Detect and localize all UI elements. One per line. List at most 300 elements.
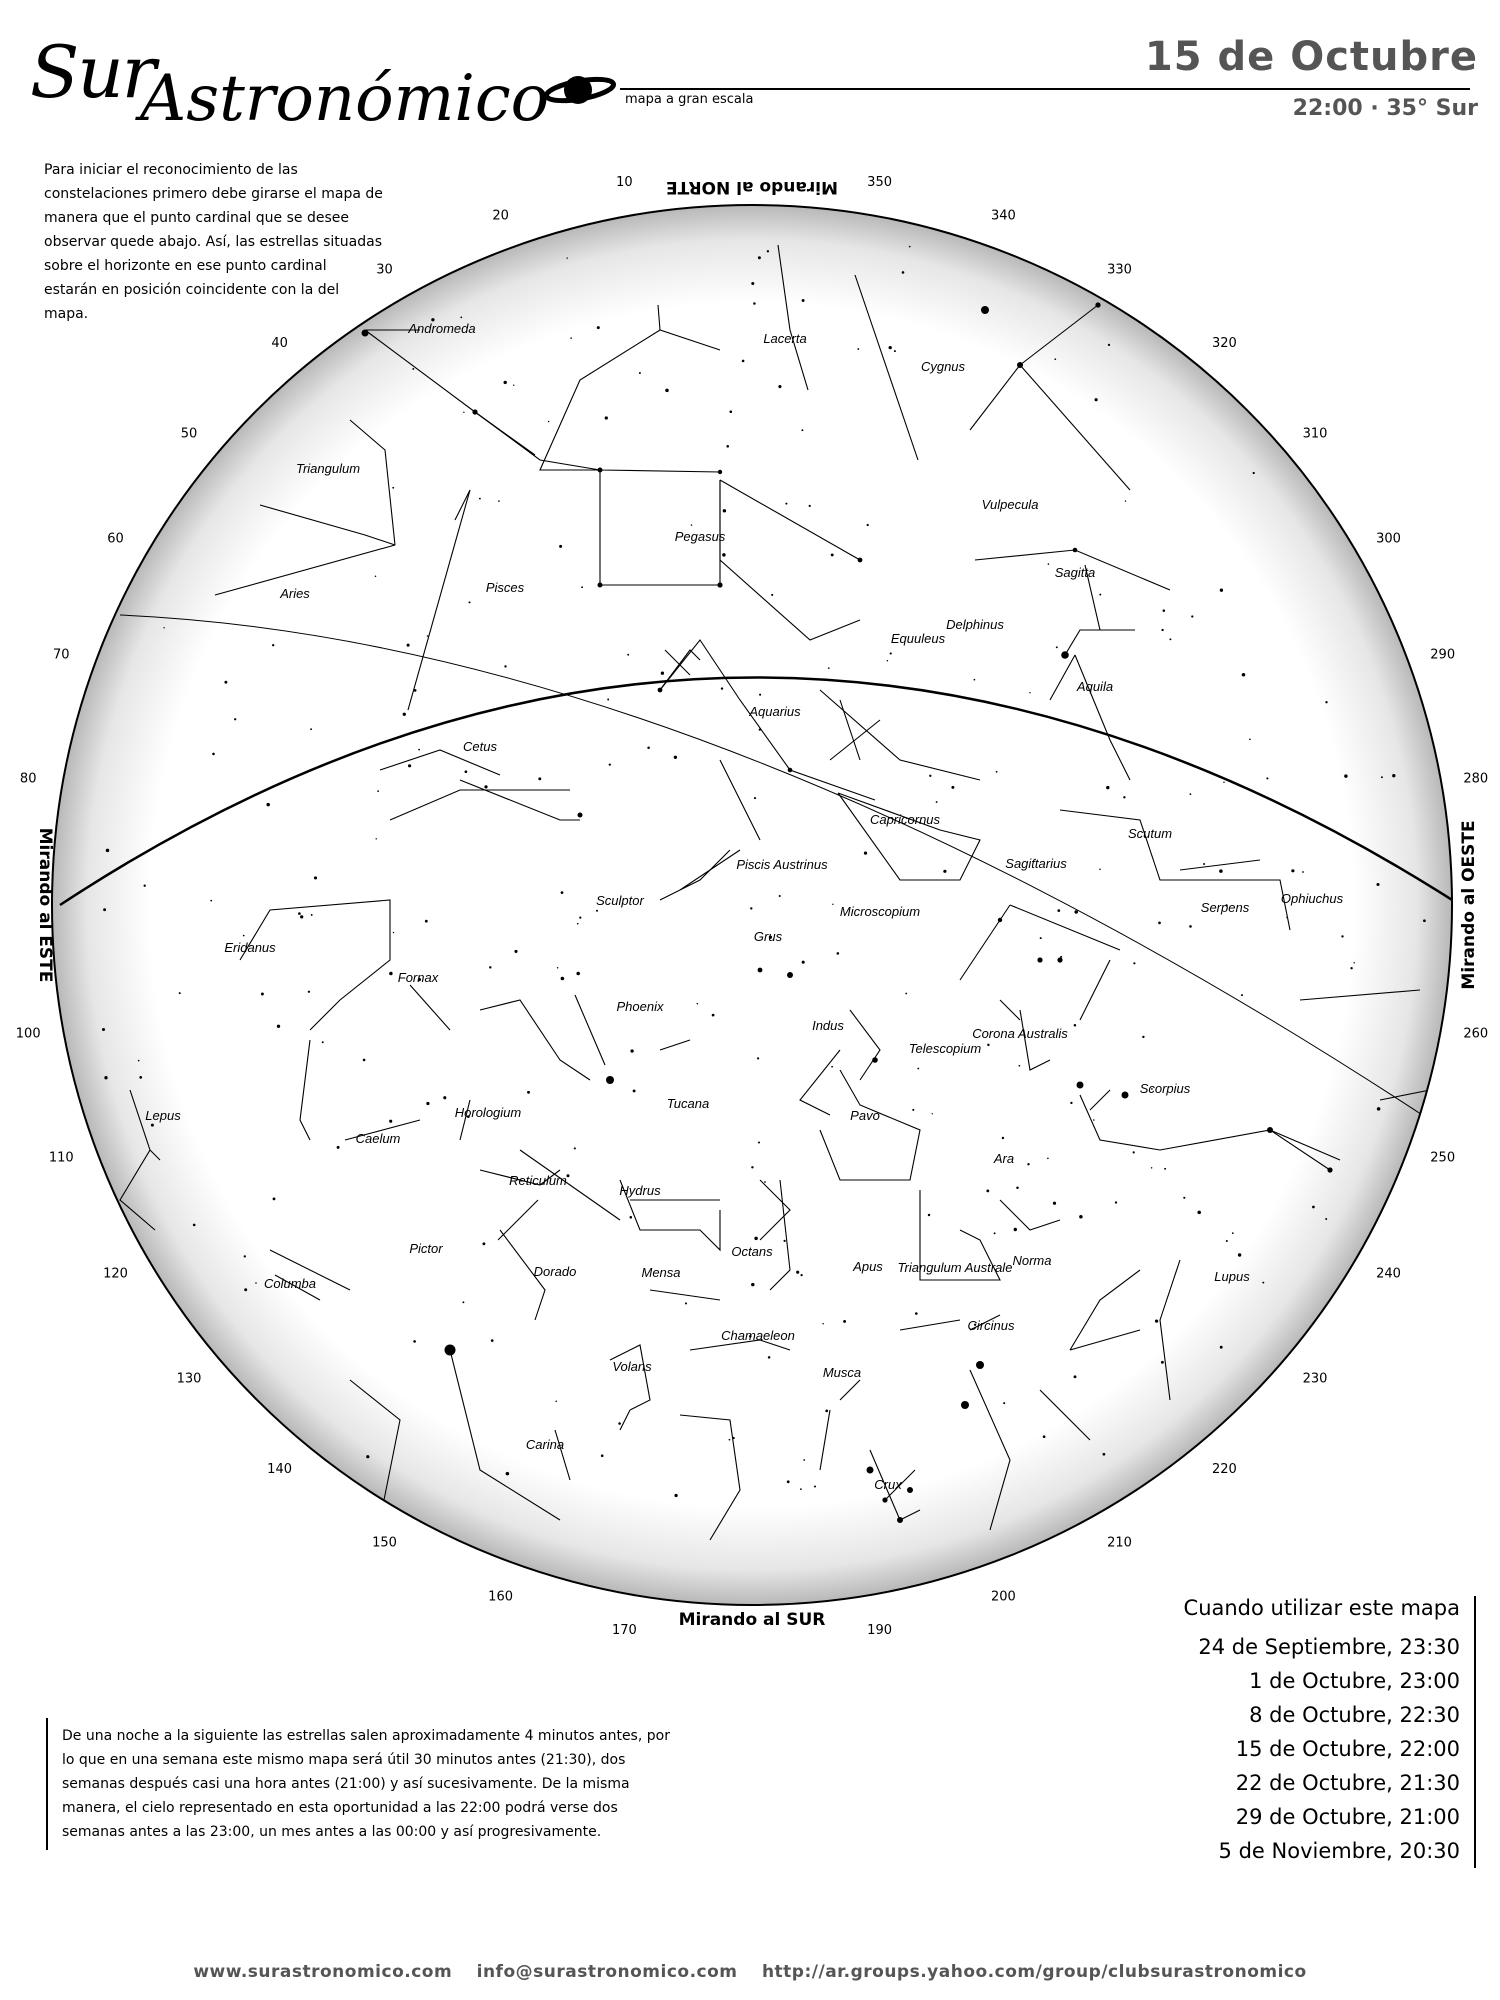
star (1095, 302, 1100, 307)
constellation-label: Indus (812, 1018, 844, 1033)
star (212, 753, 215, 756)
star (375, 575, 377, 577)
star (377, 790, 379, 792)
star (751, 1283, 754, 1286)
star (961, 1401, 969, 1409)
star (1053, 1202, 1056, 1205)
footer-group-link[interactable]: http://ar.groups.yahoo.com/group/clubsurastronomico (761, 1962, 1307, 1982)
star (1099, 594, 1101, 596)
star (1019, 1065, 1021, 1067)
star (234, 718, 236, 720)
star (1220, 1346, 1223, 1349)
star (843, 1320, 846, 1323)
star (266, 803, 269, 806)
star (277, 1025, 280, 1028)
azimuth-label: 290 (1430, 647, 1456, 663)
star (909, 246, 911, 248)
star (314, 876, 317, 879)
constellation-label: Sagittarius (1005, 856, 1067, 871)
star (630, 1216, 633, 1219)
constellation-label: Sculptor (596, 893, 644, 908)
star (472, 409, 477, 414)
star (337, 1146, 340, 1149)
star (864, 851, 867, 854)
star (311, 914, 313, 916)
star (831, 1066, 833, 1068)
star (912, 1109, 914, 1111)
usage-date: 5 de Noviembre, 20:30 (1218, 1839, 1460, 1863)
star (577, 923, 579, 925)
star (1241, 994, 1243, 996)
star (915, 1312, 918, 1315)
azimuth-label: 220 (1211, 1462, 1237, 1477)
star (837, 952, 840, 955)
star (800, 1488, 802, 1490)
star (606, 1076, 614, 1084)
star (393, 932, 395, 934)
star (489, 966, 491, 968)
star (1103, 1453, 1106, 1456)
star (601, 1454, 604, 1457)
star (1249, 738, 1251, 740)
star (768, 1356, 771, 1359)
star (426, 1102, 429, 1105)
star (814, 1485, 816, 1487)
star (787, 1480, 790, 1483)
star (1016, 1187, 1019, 1190)
star (1381, 776, 1383, 778)
star (298, 912, 301, 915)
star (917, 1068, 919, 1070)
star (778, 385, 781, 388)
star (1341, 935, 1343, 937)
azimuth-label: 330 (1107, 262, 1132, 278)
star (767, 250, 769, 252)
star (951, 786, 954, 789)
star (753, 302, 756, 305)
azimuth-label: 350 (867, 175, 893, 191)
star (757, 1057, 759, 1059)
azimuth-label: 170 (611, 1622, 637, 1638)
star (936, 801, 938, 803)
star (889, 346, 892, 349)
star (712, 1014, 715, 1017)
star (1190, 793, 1192, 795)
star (463, 412, 464, 413)
star (1093, 1119, 1095, 1121)
constellation-label: Musca (822, 1365, 862, 1380)
star (894, 350, 896, 352)
star (414, 689, 417, 692)
star (407, 644, 410, 647)
constellation-label: Pegasus (674, 529, 726, 544)
azimuth-label: 190 (867, 1622, 893, 1638)
star (1223, 781, 1224, 782)
star (633, 1089, 636, 1092)
azimuth-label: 250 (1430, 1150, 1456, 1166)
star (1151, 1167, 1152, 1168)
constellation-label: Lacerta (763, 331, 807, 346)
star (857, 348, 859, 350)
constellation-label: Triangulum (295, 461, 361, 476)
star (1183, 1197, 1185, 1199)
star (244, 1255, 246, 1257)
star (1169, 638, 1171, 640)
star (1048, 563, 1050, 565)
star (506, 1472, 510, 1476)
star (1106, 786, 1109, 789)
star (103, 908, 106, 911)
constellation-label: Cetus (463, 739, 497, 754)
star (1219, 869, 1223, 873)
direction-west: Mirando al OESTE (1459, 820, 1479, 990)
star (928, 1214, 930, 1216)
star (1226, 1240, 1228, 1242)
constellation-label: Vulpecula (981, 497, 1039, 512)
star (1003, 1402, 1005, 1404)
usage-date: 8 de Octubre, 22:30 (1249, 1703, 1460, 1727)
star (759, 694, 761, 696)
star (538, 777, 541, 780)
star (779, 895, 781, 897)
star (408, 764, 411, 767)
star (561, 891, 564, 894)
star (1238, 1253, 1241, 1256)
star (375, 838, 376, 839)
star (627, 654, 629, 656)
star (867, 1467, 874, 1474)
star (750, 907, 752, 909)
star (730, 410, 733, 413)
time-latitude: 22:00 · 35° Sur (1292, 96, 1478, 121)
star (754, 797, 756, 799)
star (721, 687, 723, 689)
constellation-label: Carina (525, 1437, 565, 1452)
star (758, 256, 761, 259)
star (491, 1339, 494, 1342)
star (1286, 917, 1288, 919)
star (685, 1302, 687, 1304)
star (1057, 957, 1062, 962)
star (139, 1076, 142, 1079)
star (1262, 1282, 1264, 1284)
star (691, 524, 692, 525)
star (674, 756, 677, 759)
star (974, 679, 976, 681)
constellation-label: Pavo (850, 1108, 880, 1123)
star (261, 993, 264, 996)
constellation-label: Volans (612, 1359, 652, 1374)
star (443, 1096, 446, 1099)
star (832, 904, 833, 905)
azimuth-label: 210 (1107, 1535, 1132, 1551)
star (418, 749, 420, 751)
star (163, 627, 164, 628)
star (1344, 774, 1347, 777)
star (151, 1124, 154, 1127)
star (1054, 358, 1056, 360)
star (905, 993, 907, 995)
star (106, 849, 110, 853)
constellation-label: Horologium (454, 1105, 522, 1120)
star (771, 594, 773, 596)
star (1070, 1102, 1072, 1104)
star (310, 728, 312, 730)
constellation-label: Tucana (666, 1096, 710, 1111)
star (785, 503, 787, 505)
star (764, 1181, 766, 1183)
constellation-label: Aries (280, 586, 310, 601)
star (597, 326, 600, 329)
star (1203, 863, 1205, 865)
star (389, 972, 393, 976)
constellation-label: Grus (753, 929, 783, 944)
star (802, 299, 805, 302)
star (403, 713, 406, 716)
azimuth-label: 320 (1211, 336, 1237, 351)
star (658, 688, 663, 693)
star (943, 870, 946, 873)
star (1057, 909, 1060, 912)
star (557, 967, 559, 969)
star (1077, 1082, 1084, 1089)
azimuth-label: 300 (1376, 531, 1401, 547)
star (751, 282, 754, 285)
star (1376, 883, 1379, 886)
star (1133, 1151, 1135, 1153)
azimuth-label: 280 (1463, 771, 1489, 787)
star (987, 1044, 989, 1046)
azimuth-label: 260 (1463, 1026, 1489, 1042)
star (1047, 1157, 1049, 1159)
star (243, 935, 245, 937)
star (726, 445, 729, 448)
star (1189, 925, 1192, 928)
star (389, 1120, 392, 1123)
star (1377, 1107, 1381, 1111)
usage-title: Cuando utilizar este mapa (1183, 1596, 1460, 1620)
constellation-label: Norma (1012, 1253, 1052, 1268)
azimuth-label: 30 (376, 262, 393, 278)
star (661, 672, 664, 675)
azimuth-label: 130 (176, 1371, 202, 1387)
constellation-label: Telescopium (908, 1041, 982, 1056)
logo-sur: Sur (30, 30, 155, 114)
star (1161, 1361, 1164, 1364)
star (1002, 1137, 1004, 1139)
azimuth-label: 20 (492, 208, 509, 224)
star (788, 768, 793, 773)
star (897, 1517, 903, 1523)
star (902, 271, 905, 274)
star (759, 728, 761, 730)
usage-date: 15 de Octubre, 22:00 (1235, 1737, 1460, 1761)
star (1266, 777, 1268, 779)
star (1029, 692, 1030, 693)
footer-web-link[interactable]: www.surastronomico.com (193, 1962, 453, 1982)
footer-email-link[interactable]: info@surastronomico.com (476, 1962, 738, 1982)
footer (0, 1962, 1500, 1982)
star (555, 1401, 557, 1403)
constellation-label: Andromeda (408, 321, 476, 336)
star (561, 977, 565, 981)
azimuth-label: 140 (267, 1462, 293, 1477)
star (1155, 1319, 1158, 1322)
star (1253, 472, 1255, 474)
constellation-label: Triangulum Australe (897, 1260, 1013, 1275)
star (1108, 344, 1110, 346)
azimuth-label: 50 (180, 426, 198, 442)
constellation-label: Sagitta (1054, 565, 1096, 580)
star (498, 500, 500, 502)
star (1197, 1211, 1201, 1215)
azimuth-label: 160 (488, 1589, 514, 1605)
usage-date: 1 de Octubre, 23:00 (1249, 1669, 1460, 1693)
constellation-label: Mensa (641, 1265, 681, 1280)
constellation-label: Reticulum (509, 1173, 567, 1188)
constellation-label: Capricornus (869, 812, 941, 827)
star (578, 813, 583, 818)
constellation-label: Octans (731, 1244, 773, 1259)
star (1061, 651, 1069, 659)
star (179, 992, 181, 994)
direction-south: Mirando al SUR (678, 1610, 826, 1630)
star (802, 961, 805, 964)
star (758, 1141, 760, 1143)
star (308, 991, 310, 993)
constellation-label: Scutum (1127, 826, 1173, 841)
star (1123, 796, 1125, 798)
star (630, 1049, 633, 1052)
star (858, 558, 863, 563)
star (929, 775, 931, 777)
star (1040, 937, 1042, 939)
azimuth-label: 240 (1376, 1266, 1401, 1282)
date-title: 15 de Octubre (1144, 34, 1478, 80)
azimuth-label: 60 (107, 531, 124, 547)
star (579, 917, 581, 919)
star (362, 330, 369, 337)
constellation-label: Phoenix (616, 999, 664, 1014)
tagline: mapa a gran escala (625, 92, 754, 107)
star (1232, 1232, 1234, 1234)
star (300, 915, 303, 918)
star (427, 635, 429, 637)
star (994, 1232, 996, 1234)
constellation-label: Aquarius (749, 704, 801, 719)
constellation-label: Apus (853, 1259, 883, 1274)
star (609, 763, 611, 765)
logo-astronomico: Astronómico (140, 62, 550, 136)
star (1220, 589, 1223, 592)
star (465, 770, 468, 773)
star (1074, 910, 1077, 913)
azimuth-label: 230 (1302, 1371, 1328, 1387)
star (514, 950, 517, 953)
star (1350, 967, 1352, 969)
star (607, 699, 609, 701)
star (758, 968, 763, 973)
star (639, 372, 641, 374)
star (244, 1288, 247, 1291)
star (1325, 1218, 1327, 1220)
constellation-label: Lupus (1214, 1269, 1250, 1284)
constellation-label: Hydrus (619, 1183, 661, 1198)
star (576, 972, 580, 976)
star (1142, 1036, 1144, 1038)
azimuth-label: 120 (103, 1266, 128, 1282)
constellation-label: Equuleus (890, 631, 946, 646)
star (1291, 869, 1294, 872)
star (1158, 922, 1161, 925)
star (1060, 956, 1062, 958)
constellation-label: Columba (263, 1276, 317, 1291)
star (273, 1197, 276, 1200)
star (484, 785, 487, 788)
star (566, 1174, 569, 1177)
star (482, 1242, 485, 1245)
star (468, 601, 470, 603)
star (104, 1076, 107, 1079)
star (559, 545, 562, 548)
star (462, 1301, 464, 1303)
constellation-label: Aquila (1076, 679, 1114, 694)
star (1017, 362, 1023, 368)
star (1014, 1228, 1017, 1231)
star (1125, 500, 1126, 501)
star (504, 665, 506, 667)
constellation-label: Eridanus (224, 940, 276, 955)
star (976, 1361, 984, 1369)
star (674, 1494, 677, 1497)
star (1079, 1215, 1083, 1219)
star (460, 317, 462, 319)
usage-date: 22 de Octubre, 21:30 (1235, 1771, 1460, 1795)
azimuth-label: 310 (1302, 426, 1328, 442)
star (1163, 609, 1166, 612)
star (605, 416, 608, 419)
star (224, 681, 227, 684)
constellation-label: Pisces (485, 580, 525, 595)
star (665, 389, 669, 393)
star (1133, 962, 1135, 964)
usage-box (1120, 1596, 1476, 1868)
star (981, 306, 989, 314)
star (1267, 1127, 1273, 1133)
star (828, 667, 830, 669)
star (1312, 1206, 1315, 1209)
constellation-label: Dorado (533, 1264, 577, 1279)
star (272, 644, 274, 646)
star (996, 771, 998, 773)
constellation-label: Ophiuchus (1280, 891, 1344, 906)
star (596, 910, 598, 912)
star (574, 1147, 576, 1149)
star (825, 1410, 828, 1413)
constellation-label: Chamaeleon (721, 1328, 795, 1343)
star (445, 1345, 456, 1356)
star (392, 487, 394, 489)
azimuth-label: 80 (19, 771, 37, 787)
star (102, 1028, 105, 1031)
star (722, 553, 726, 557)
star (322, 1041, 324, 1043)
star (986, 1189, 989, 1192)
star (751, 1166, 753, 1168)
constellation-label: Cygnus (920, 359, 966, 374)
azimuth-label: 100 (15, 1026, 41, 1042)
direction-north: Mirando al NORTE (666, 177, 838, 197)
